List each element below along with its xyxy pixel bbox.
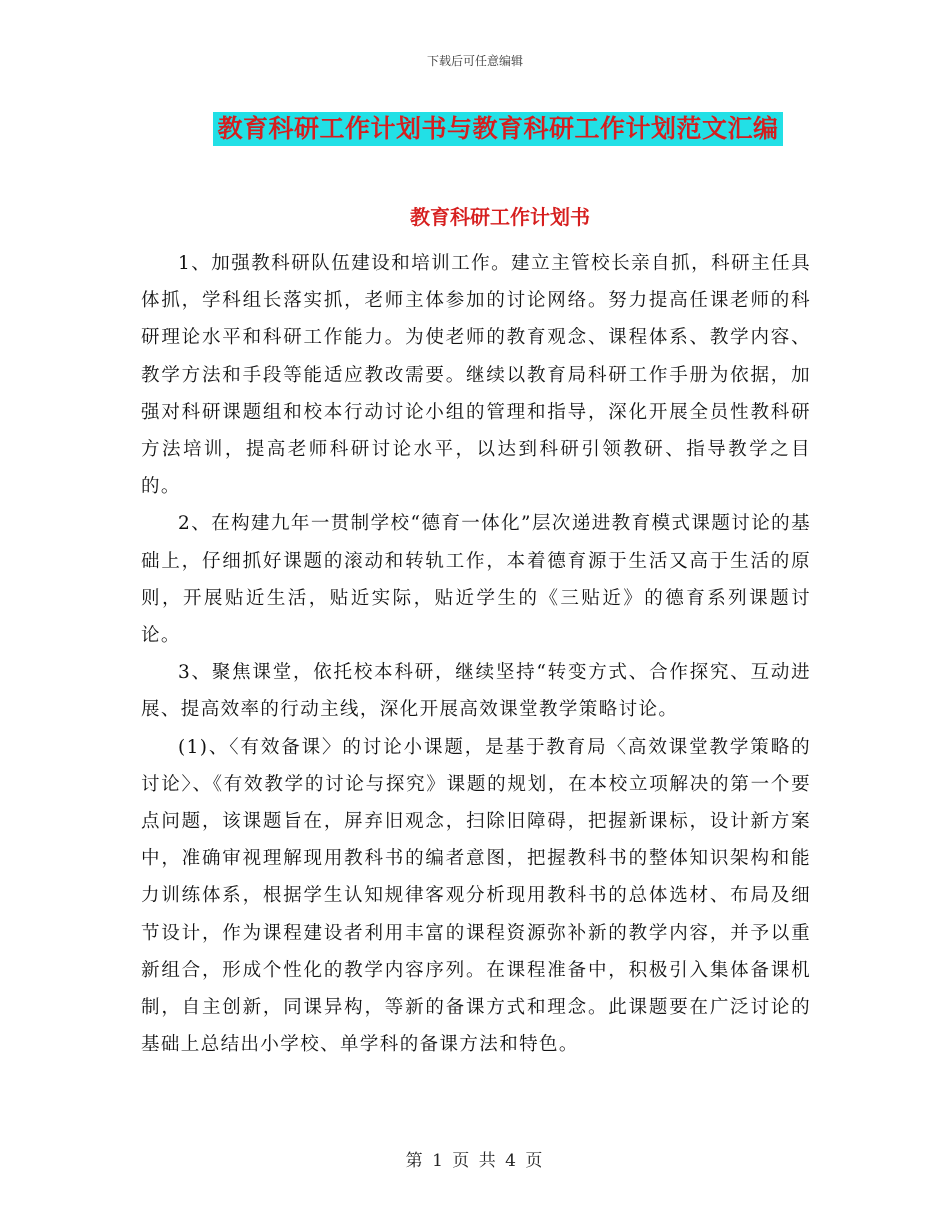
paragraph-3: 3、聚焦课堂，依托校本科研，继续坚持“转变方式、合作探究、互动进展、提高效率的行动主线，深化开展高效课堂教学策略讨论。: [141, 662, 811, 721]
document-body: [141, 245, 811, 1063]
page-number: 第 1 页 共 4 页: [405, 1151, 545, 1171]
paragraph-4: (1)、〈有效备课〉的讨论小课题，是基于教育局〈高效课堂教学策略的讨论〉、《有效教学的讨论与探究》课题的规划，在本校立项解决的第一个要点问题，该课题旨在，屏弃旧观念，扫除旧障碍，把握新课标，设计新方案中，准确审视理解现用教科书的编者意图，把握教科书的整体知识架构和能力训练体系，根据学生认知规律客观分析现用教科书的总体选材、布局及细节设计，作为课程建设者利用丰富的课程资源弥补新的教学内容，并予以重新组合，形成个性化的教学内容序列。在课程准备中，积极引入集体备课机制，自主创新，同课异构，等新的备课方式和理念。此课题要在广泛讨论的基础上总结出小学校、单学科的备课方法和特色。: [141, 736, 811, 1056]
main-title-wrap: [0, 112, 950, 146]
main-title: 教育科研工作计划书与教育科研工作计划范文汇编: [213, 112, 782, 146]
header-note: 下载后可任意编辑: [426, 54, 523, 68]
paragraph-1: 1、加强教科研队伍建设和培训工作。建立主管校长亲自抓，科研主任具体抓，学科组长落实抓，老师主体参加的讨论网络。努力提高任课老师的科研理论水平和科研工作能力。为使老师的教育观念、课程体系、教学内容、教学方法和手段等能适应教改需要。继续以教育局科研工作手册为依据，加强对科研课题组和校本行动讨论小组的管理和指导，深化开展全员性教科研方法培训，提高老师科研讨论水平，以达到科研引领教研、指导教学之目的。: [141, 253, 811, 498]
section-title: 教育科研工作计划书: [410, 205, 590, 229]
paragraph-2: 2、在构建九年一贯制学校“德育一体化”层次递进教育模式课题讨论的基础上，仔细抓好课题的滚动和转轨工作，本着德育源于生活又高于生活的原则，开展贴近生活，贴近实际，贴近学生的《三贴近》的德育系列课题讨论。: [141, 513, 811, 647]
